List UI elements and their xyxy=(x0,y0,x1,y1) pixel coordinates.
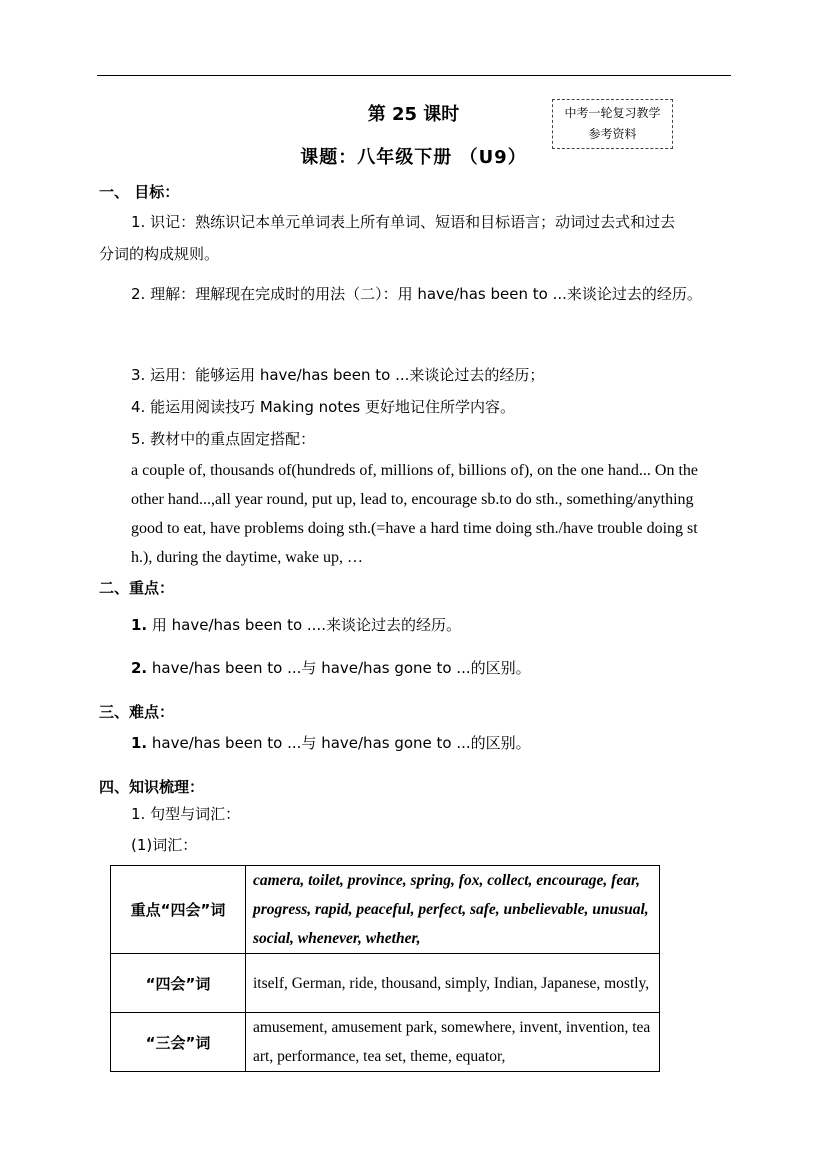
difficulty-1 xyxy=(131,731,531,755)
topic-title: 课题：八年级下册 （U9） xyxy=(300,147,527,168)
row-words: amusement, amusement park, somewhere, invent, invention, tea art, performance, tea set, theme, equator, xyxy=(246,1013,660,1072)
key-point-2 xyxy=(131,656,531,680)
goal-item-1-line-1: 1. 识记：熟练识记本单元单词表上所有单词、短语和目标语言；动词过去式和过去 xyxy=(131,213,676,231)
phrase-line-2: other hand...,all year round, put up, lead to, encourage sb.to do sth., something/anything xyxy=(131,491,694,508)
lesson-title: 第 25 课时 xyxy=(367,104,460,125)
row-words: camera, toilet, province, spring, fox, collect, encourage, fear, progress, rapid, peaceful, perfect, safe, unbelievable, unusual, social, whenever, whether, xyxy=(246,866,660,954)
phrase-line-1: a couple of, thousands of(hundreds of, millions of, billions of), on the one hand... On the xyxy=(131,462,699,479)
phrase-line-4: h.), during the daytime, wake up, … xyxy=(131,549,363,566)
section-heading-goals: 一、 目标： xyxy=(99,183,180,201)
goal-item-3: 3. 运用：能够运用 have/has been to ...来谈论过去的经历； xyxy=(131,366,545,384)
table-row xyxy=(111,1013,660,1072)
vocabulary-table xyxy=(110,865,660,1072)
section-heading-difficulties: 三、难点： xyxy=(99,703,175,721)
reference-stamp xyxy=(552,99,673,149)
row-label: “三会”词 xyxy=(111,1013,246,1072)
row-label: “四会”词 xyxy=(111,954,246,1013)
table-row xyxy=(111,954,660,1013)
key-point-2-number: 2. xyxy=(131,659,148,677)
stamp-line-1: 中考一轮复习教学 xyxy=(564,106,661,120)
phrase-line-3: good to eat, have problems doing sth.(=have a hard time doing sth./have trouble doing st xyxy=(131,520,698,537)
goal-item-1-line-2: 分词的构成规则。 xyxy=(99,245,220,263)
goal-item-4: 4. 能运用阅读技巧 Making notes 更好地记住所学内容。 xyxy=(131,398,516,416)
stamp-line-2: 参考资料 xyxy=(588,127,637,141)
subheading-vocab: (1)词汇： xyxy=(131,836,198,854)
goal-item-5: 5. 教材中的重点固定搭配： xyxy=(131,430,316,448)
section-heading-key-points: 二、重点： xyxy=(99,579,175,597)
difficulty-1-text: have/has been to ...与 have/has gone to ...的区别。 xyxy=(147,734,531,752)
key-point-2-text: have/has been to ...与 have/has gone to ...的区别。 xyxy=(147,659,531,677)
key-point-1 xyxy=(131,613,461,637)
goal-item-2: 2. 理解：理解现在完成时的用法（二）：用 have/has been to ...来谈论过去的经历。 xyxy=(131,285,702,303)
top-rule xyxy=(97,75,731,76)
table-row xyxy=(111,866,660,954)
subheading-sentences-vocab: 1. 句型与词汇： xyxy=(131,805,241,823)
row-label: 重点“四会”词 xyxy=(111,866,246,954)
key-point-1-text: 用 have/has been to ....来谈论过去的经历。 xyxy=(147,616,461,634)
difficulty-1-number: 1. xyxy=(131,734,148,752)
section-heading-knowledge: 四、知识梳理： xyxy=(99,778,205,796)
row-words: itself, German, ride, thousand, simply, Indian, Japanese, mostly, xyxy=(246,954,660,1013)
key-point-1-number: 1. xyxy=(131,616,148,634)
